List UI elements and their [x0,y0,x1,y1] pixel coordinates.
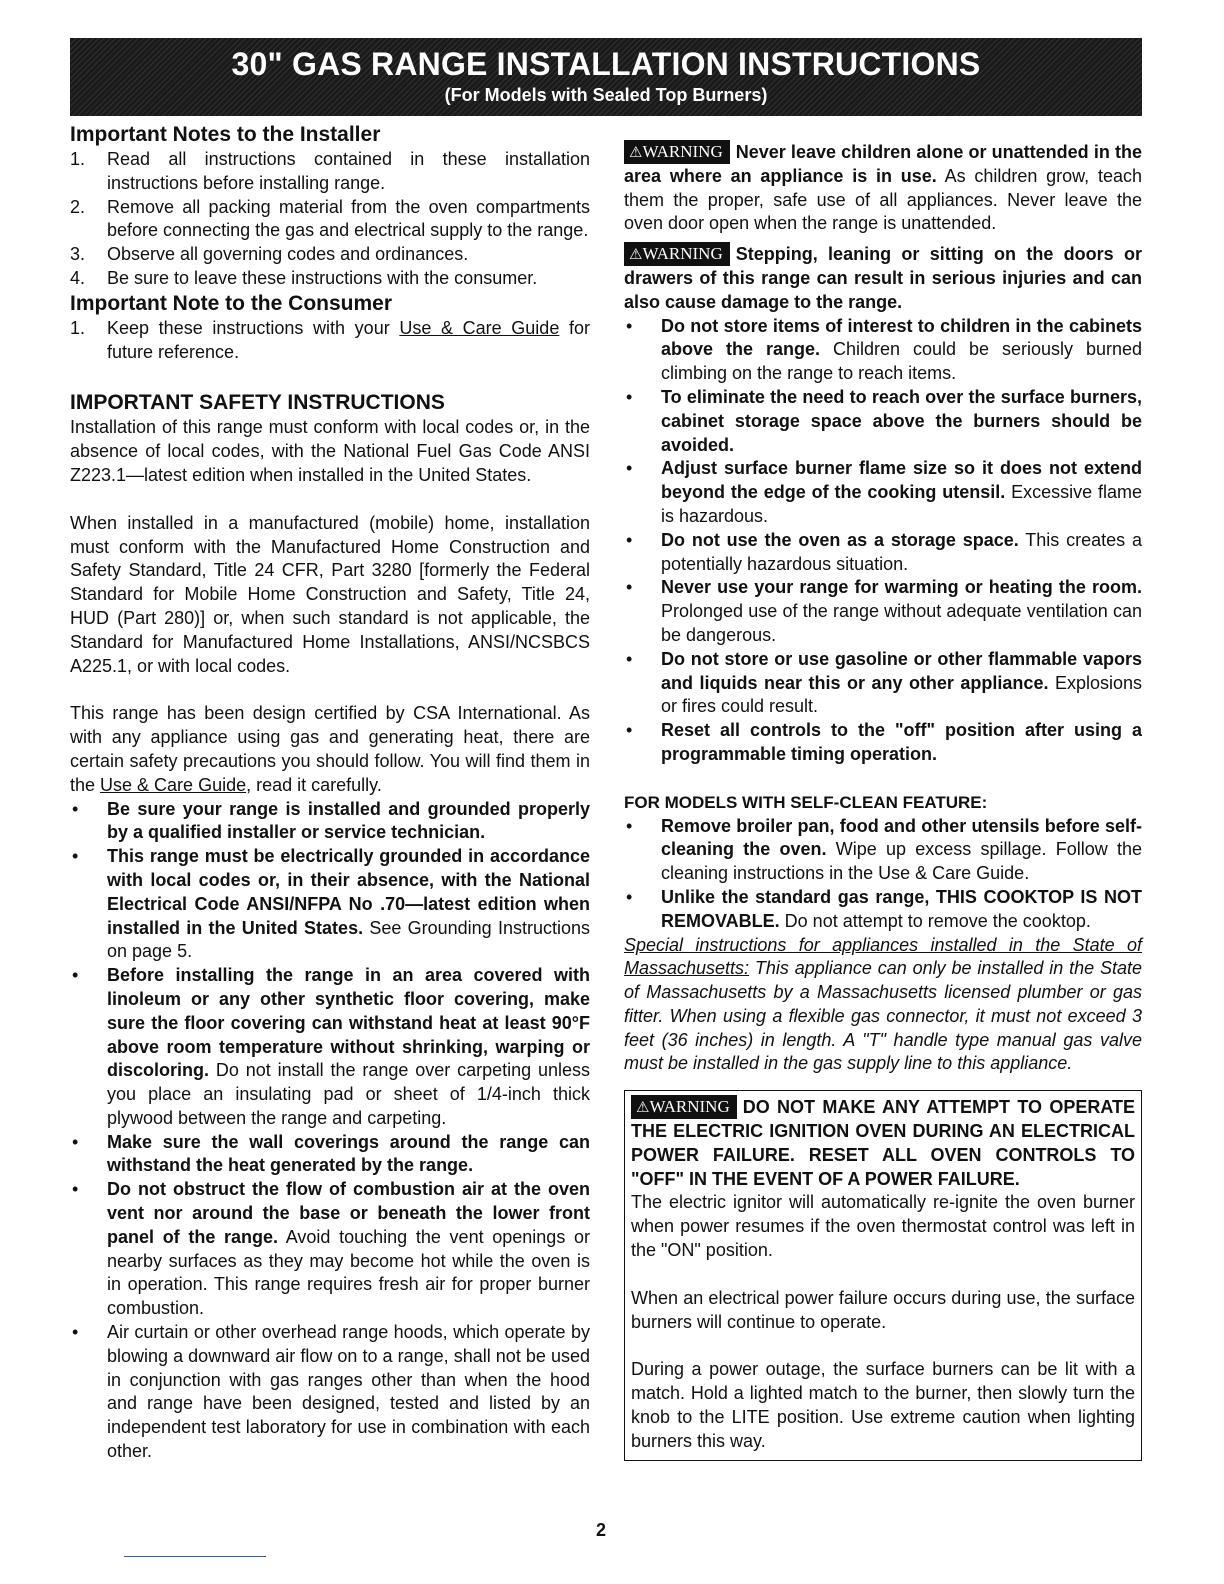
bullet-text: Do not attempt to remove the cooktop. [779,910,1091,931]
bullet-text: See Grounding Instructions on page 5. [107,917,590,962]
paragraph-text: , read it carefully. [246,774,382,795]
list-item [624,315,1142,386]
safety-bullet-list [70,798,590,1464]
box-paragraph-2: When an electrical power failure occurs during use, the surface burners will continue to operate. [631,1287,1135,1332]
list-item [70,196,590,244]
warning-badge [631,1095,737,1119]
bullet-bold-text: This range must be electrically grounded in accordance with local codes or, in their absence, with the National Electrical Code ANSI/NFPA No .70—latest edition when installed in the United States. [107,846,590,938]
bullet-text: Prolonged use of the range without adequate ventilation can be dangerous. [661,601,1142,645]
bullet-bold-text: Do not use the oven as a storage space. [661,529,1019,550]
item-number: 2. [70,196,86,217]
massachusetts-text: This appliance can only be installed in the State of Massachusetts by a Massachusetts licensed plumber or gas fitter. When using a flexible gas connector, it must not exceed 3 feet (36 inches) in length. A "T" handle type manual gas valve must be installed in the gas supply line to this appliance. [624,958,1142,1074]
bullet-icon: • [72,846,79,867]
paragraph-text: This range has been design certified by CSA International. As with any appliance using gas and generating heat, there are certain safety precautions you should follow. You will find them in the [70,703,590,795]
bullet-bold-text: Make sure the wall coverings around the range can withstand the heat generated by the range. [107,1131,590,1176]
box-warning-heading [631,1095,1135,1191]
list-item [70,798,590,846]
consumer-note-list [70,317,590,365]
bullet-bold-text: Be sure your range is installed and grounded properly by a qualified installer or service technician. [107,798,590,843]
list-item [624,386,1142,457]
bullet-text: Children could be seriously burned climbing on the range to reach items. [661,339,1142,384]
list-item [624,886,1142,934]
bullet-bold-text: Never use your range for warming or heating the room. [661,577,1142,598]
item-number: 1. [70,317,86,338]
safety-paragraph-1: Installation of this range must conform with local codes or, in the absence of local codes, with the National Fuel Gas Code ANSI Z223.1—latest edition when installed in the United States. [70,417,590,485]
warning-bold-text: DO NOT MAKE ANY ATTEMPT TO OPERATE THE ELECTRIC IGNITION OVEN DURING AN ELECTRICAL POWER FAILURE. RESET ALL OVEN CONTROLS TO "OFF" IN THE EVENT OF A POWER FAILURE. [631,1097,1135,1189]
massachusetts-instructions [624,934,1142,1077]
list-item [70,1178,590,1321]
bullet-bold-text: Unlike the standard gas range, THIS COOKTOP IS NOT REMOVABLE. [661,886,1142,931]
bullet-icon: • [72,965,79,986]
bullet-icon: • [626,720,633,741]
bullet-text: This creates a potentially hazardous situation. [661,529,1142,574]
bullet-icon: • [626,529,633,550]
consumer-note-heading: Important Note to the Consumer [70,291,393,315]
safety-paragraph-3 [70,702,590,797]
warning-bold-text: Stepping, leaning or sitting on the doors or drawers of this range can result in serious injuries and can also cause damage to the range. [624,244,1142,312]
bullet-bold-text: Do not obstruct the flow of combustion air at the oven vent nor around the base or beneath the lower front panel of the range. [107,1179,590,1247]
warning-text: As children grow, teach them the proper, safe use of all appliances. Never leave the oven door open when the range is unattended. [624,165,1142,234]
warning-label: WARNING [642,142,723,161]
list-item [624,457,1142,528]
bullet-icon: • [72,798,79,819]
list-item [624,815,1142,886]
list-item [624,648,1142,719]
warning-label: WARNING [642,244,723,264]
bullet-text: Do not install the range over carpeting unless you place an insulating pad or sheet of 1/4-inch thick plywood between the range and carpeting. [107,1060,590,1128]
item-text: Remove all packing material from the oven compartments before connecting the gas and electrical supply to the range. [107,196,590,241]
warning-triangle-icon: ⚠ [629,245,643,264]
title-banner [70,38,1142,116]
list-item [70,267,590,291]
safety-paragraph-2: When installed in a manufactured (mobile) home, installation must conform with the Manufactured Home Construction and Safety Standard, Title 24 CFR, Part 3280 [formerly the Federal Standard for Mobile Home Construction and Safety, Title 24, HUD (Part 280)] or, when such standard is not applicable, the Standard for Manufactured Home Installations, ANSI/NCSBCS A225.1, or with local codes. [70,512,590,676]
warning-badge [624,242,730,266]
list-item [70,1131,590,1179]
warning-bold-text: Never leave children alone or unattended in the area where an appliance is in use. [624,142,1142,186]
bullet-text: Avoid touching the vent openings or nearby surfaces as they may become hot while the oven is in operation. This range requires fresh air for proper burner combustion. [107,1226,590,1319]
bullet-text: Explosions or fires could result. [661,672,1142,717]
power-failure-warning-box [624,1090,1142,1460]
page-subtitle: (For Models with Sealed Top Burners) [444,85,768,105]
bullet-icon: • [626,815,633,836]
bullet-icon: • [72,1131,79,1152]
page-title: 30" GAS RANGE INSTALLATION INSTRUCTIONS [231,46,981,82]
footer-line [124,1556,266,1557]
list-item [624,576,1142,647]
self-clean-list [624,815,1142,934]
use-care-guide-reference: Use & Care Guide [399,317,560,338]
bullet-bold-text: Before installing the range in an area covered with linoleum or any other synthetic floor covering, make sure the floor covering can withstand heat at least 90°F above room temperature without shrinking, warping or discoloring. [107,965,590,1081]
bullet-icon: • [626,386,633,407]
bullet-icon: • [626,315,633,336]
page-number: 2 [596,1520,607,1540]
warning-triangle-icon: ⚠ [629,143,643,161]
list-item [70,1321,590,1464]
list-item [624,719,1142,767]
bullet-bold-text: Do not store items of interest to children in the cabinets above the range. [661,315,1142,360]
warning-triangle-icon: ⚠ [636,1098,650,1117]
bullet-bold-text: Do not store or use gasoline or other flammable vapors and liquids near this or any other appliance. [661,648,1142,693]
warning-stepping [624,242,1142,314]
bullet-icon: • [72,1322,79,1343]
list-item [70,845,590,964]
children-safety-list [624,315,1142,767]
installer-notes-heading: Important Notes to the Installer [70,123,381,146]
bullet-icon: • [626,648,633,669]
massachusetts-heading: Special instructions for appliances installed in the State of Massachusetts: [624,934,1142,979]
bullet-text: Excessive flame is hazardous. [661,482,1142,526]
list-item [70,148,590,196]
self-clean-heading: FOR MODELS WITH SELF-CLEAN FEATURE: [624,792,988,812]
item-number: 3. [70,244,86,265]
item-text: Be sure to leave these instructions with the consumer. [107,267,538,288]
bullet-text: Air curtain or other overhead range hoods, which operate by blowing a downward air flow on to a range, shall not be used in conjunction with gas ranges other than when the hood and range have been designed, tested and listed by an independent test laboratory for use in combination with each other. [107,1322,590,1462]
list-item [70,964,590,1131]
item-text: for future reference. [107,317,590,362]
box-paragraph-3: During a power outage, the surface burners can be lit with a match. Hold a lighted match to the burner, then slowly turn the knob to the LITE position. Use extreme caution when lighting burners this way. [631,1359,1135,1451]
bullet-bold-text: Remove broiler pan, food and other utensils before self-cleaning the oven. [661,815,1142,860]
list-item [624,529,1142,577]
item-number: 4. [70,267,86,288]
item-text: Keep these instructions with your [107,317,400,338]
installer-notes-list [70,148,590,291]
left-column [70,122,590,1464]
warning-label: WARNING [649,1097,730,1117]
right-column [624,140,1142,1461]
item-number: 1. [70,149,86,169]
warning-badge [624,140,730,164]
list-item [70,317,590,365]
box-paragraph-1: The electric ignitor will automatically re-ignite the oven burner when power resumes if the oven thermostat control was left in the "ON" position. [631,1192,1135,1261]
safety-instructions-heading: IMPORTANT SAFETY INSTRUCTIONS [70,391,445,415]
use-care-guide-reference: Use & Care Guide [100,774,247,795]
bullet-icon: • [626,577,633,598]
item-text: Observe all governing codes and ordinances. [107,244,469,265]
bullet-icon: • [626,458,633,479]
bullet-bold-text: To eliminate the need to reach over the surface burners, cabinet storage space above the burners should be avoided. [661,386,1142,455]
bullet-icon: • [626,886,633,907]
bullet-bold-text: Adjust surface burner flame size so it does not extend beyond the edge of the cooking utensil. [661,458,1142,503]
warning-children [624,140,1142,236]
list-item [70,243,590,267]
bullet-bold-text: Reset all controls to the "off" position after using a programmable timing operation. [661,720,1142,764]
item-text: Read all instructions contained in these installation instructions before installing range. [107,149,590,193]
bullet-text: Wipe up excess spillage. Follow the cleaning instructions in the Use & Care Guide. [661,839,1142,884]
bullet-icon: • [72,1179,79,1200]
